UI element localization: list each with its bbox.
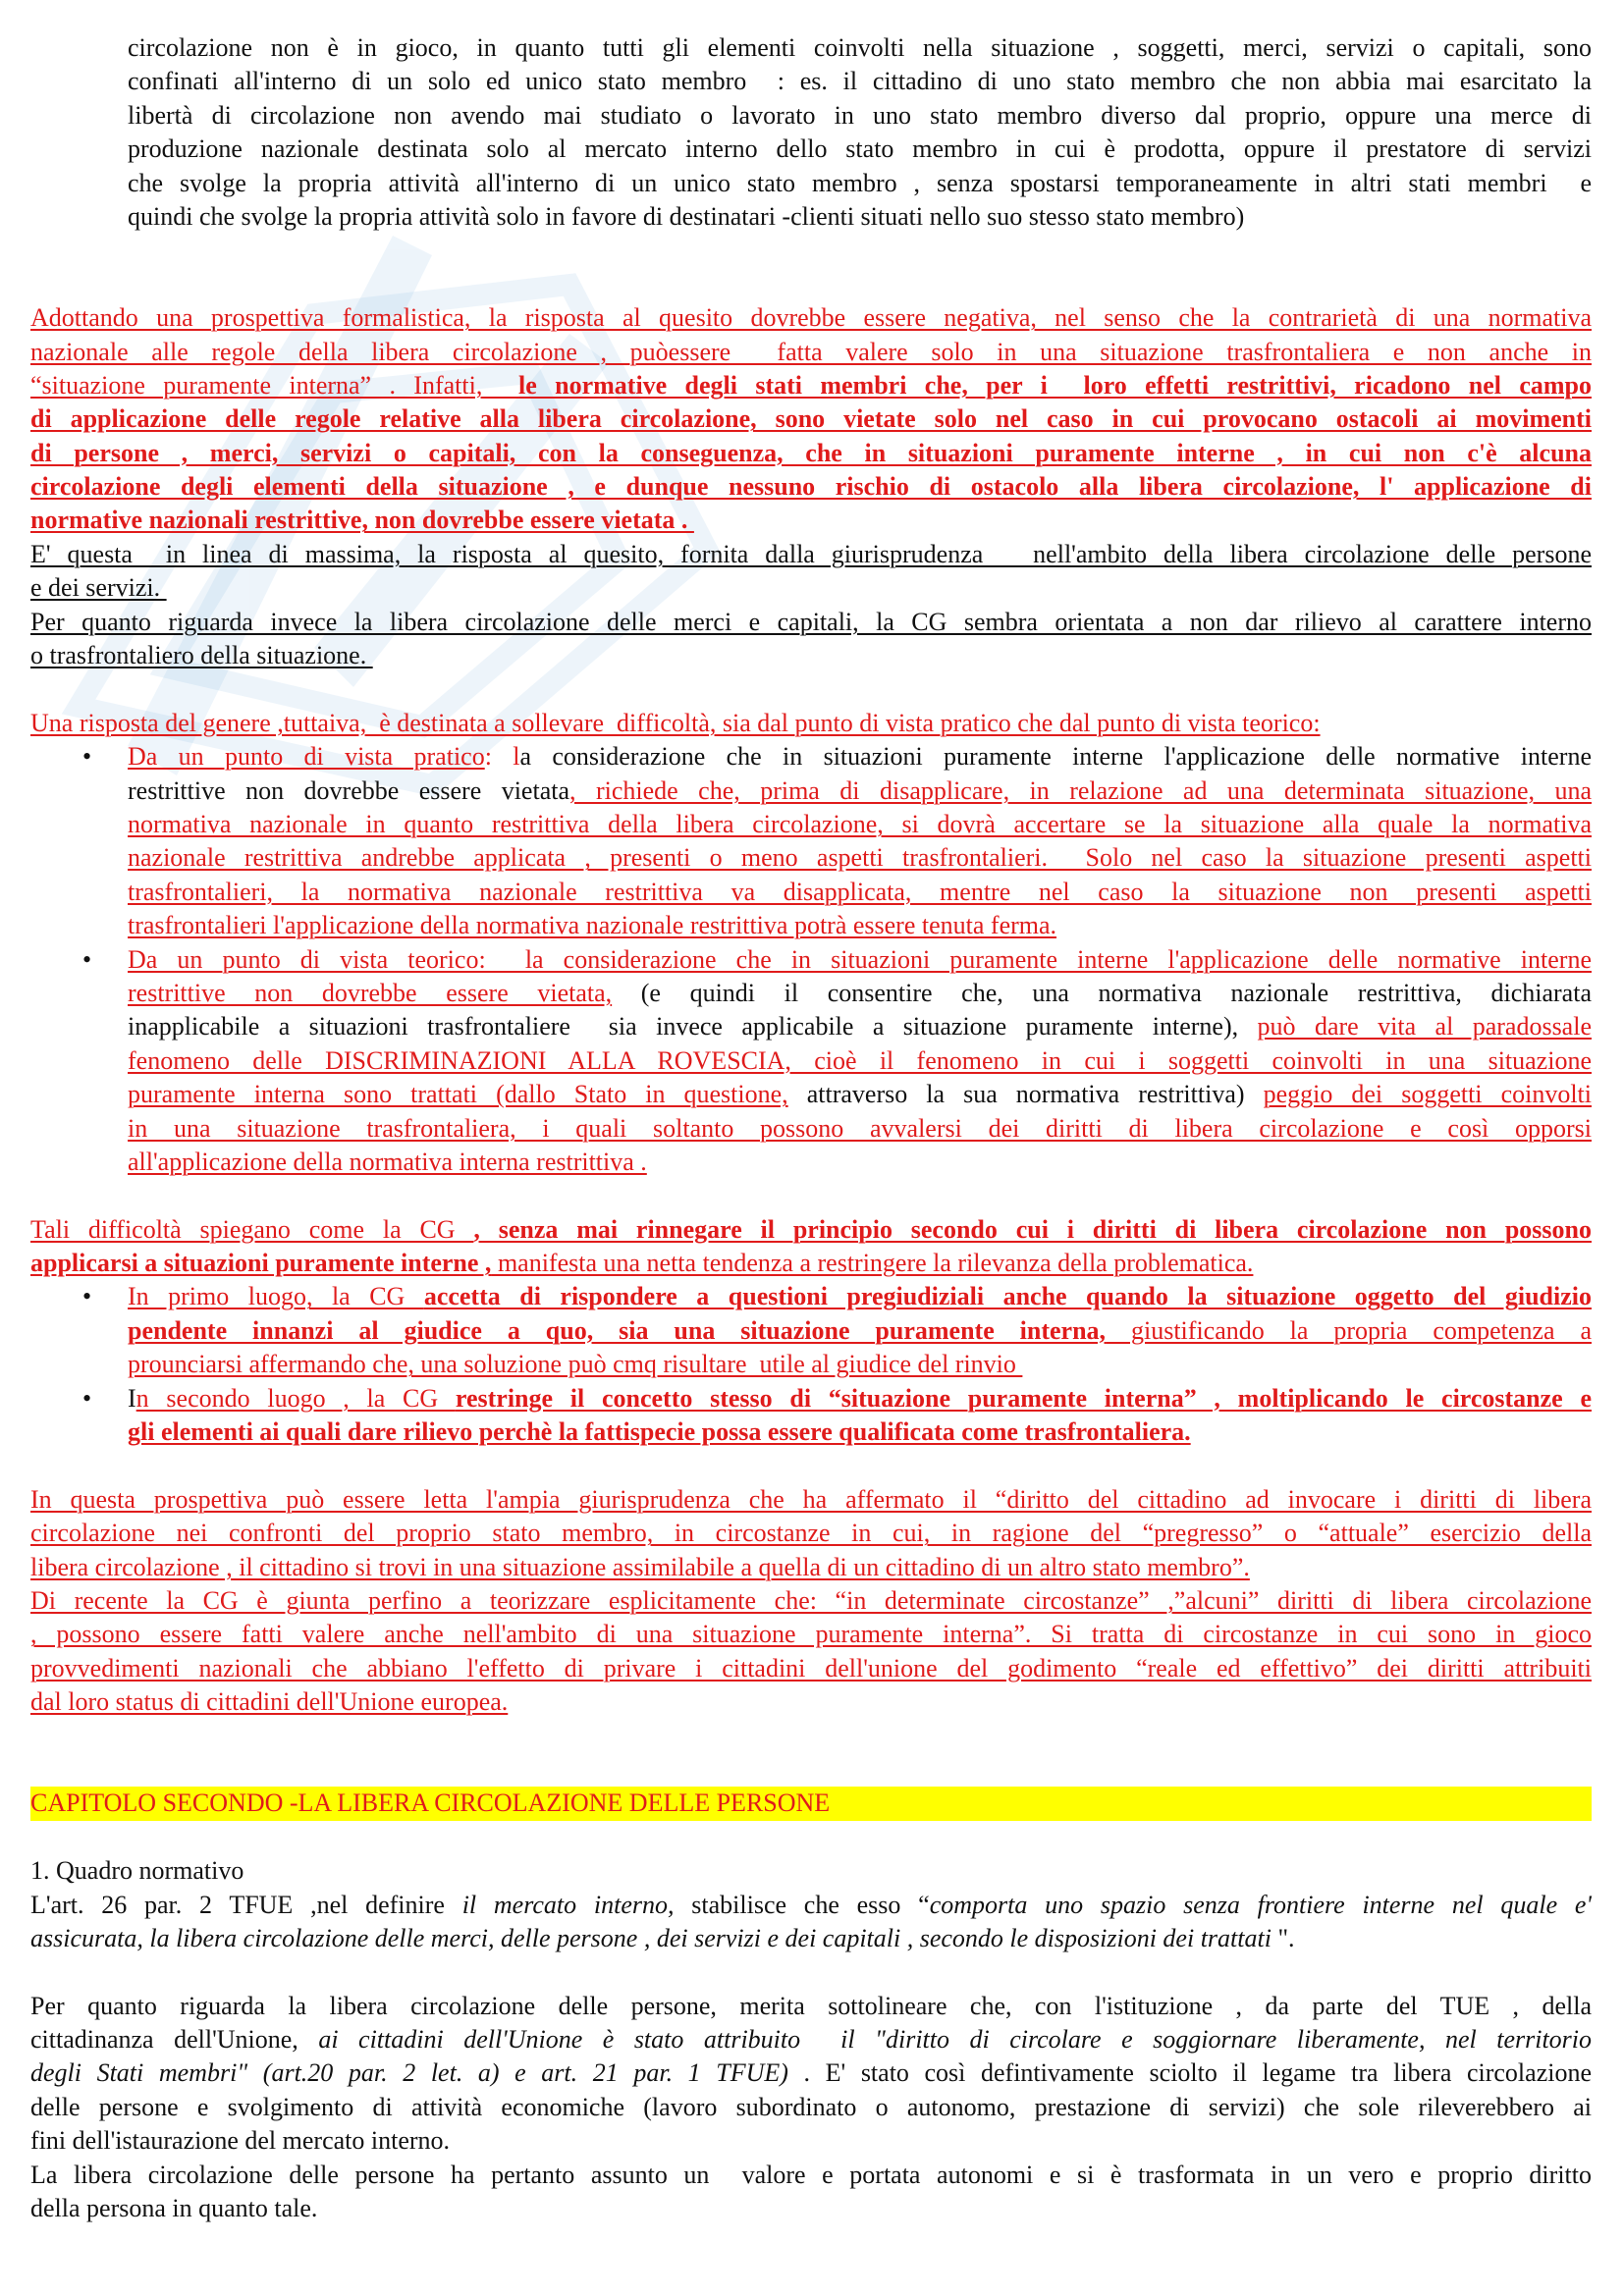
text-run: provvedimenti nazionali che abbiano l'effetto di privare i cittadini dell'unione del godimento “reale ed effettivo” dei diritti attribuiti <box>30 1653 1592 1682</box>
bullet-icon: • <box>82 1282 92 1311</box>
text-line <box>30 1652 1592 1685</box>
text-line <box>128 1348 1592 1381</box>
text-line <box>30 1247 1592 1280</box>
text-run: all'applicazione della normativa interna restrittiva . <box>128 1147 647 1176</box>
paragraph <box>0 31 1623 234</box>
text-line <box>128 1146 1592 1179</box>
text-run: attraverso la sua normativa restrittiva) <box>787 1080 1264 1109</box>
text-run: confinati all'interno di un solo ed unico stato membro : es. il cittadino di uno stato membro che non abbia mai esarcitato la <box>128 67 1592 96</box>
text-line <box>30 707 1592 740</box>
text-run: puramente interna sono trattati (dallo Stato in questione, <box>128 1080 788 1109</box>
paragraph-spacer <box>0 1720 1623 1788</box>
text-run: accetta di rispondere a questioni pregiudiziali anche quando la situazione oggetto del giudizio <box>423 1282 1592 1311</box>
text-line <box>30 1483 1592 1517</box>
text-line <box>30 571 1592 605</box>
text-run: prounciarsi affermando che, una soluzione può cmq risultare utile al giudice del rinvio <box>128 1350 1023 1379</box>
text-run: stabilisce che esso “ <box>674 1890 930 1919</box>
text-line <box>128 977 1592 1010</box>
text-run: libertà di circolazione non avendo mai studiato o lavorato in uno stato membro diverso dal proprio, oppure una merce di <box>128 100 1592 130</box>
text-line <box>128 1078 1592 1111</box>
text-line <box>30 606 1592 639</box>
paragraph <box>0 707 1623 740</box>
text-line <box>30 504 1592 537</box>
bullet-icon: • <box>82 944 92 974</box>
text-run: circolazione nei confronti del proprio stato membro, in circostanze in cui, in ragione del “pregresso” o “attuale” esercizio della <box>30 1519 1592 1548</box>
text-run: restrittive non dovrebbe essere vietata, <box>128 978 613 1007</box>
text-run: , senza mai rinnegare il principio secondo cui i diritti di libera circolazione non possono <box>473 1214 1592 1244</box>
text-line <box>30 336 1592 369</box>
text-run: produzione nazionale destinata solo al mercato interno dello stato membro in cui è prodotta, oppure il prestatore di servizi <box>128 134 1592 164</box>
text-run: fini dell'istaurazione del mercato interno. <box>30 2126 451 2156</box>
text-run: trasfrontalieri, la normativa nazionale restrittiva va disapplicata, mentre nel caso la situazione non presenti aspetti <box>128 877 1592 906</box>
text-line <box>128 1314 1592 1348</box>
text-run: comporta uno spazio senza frontiere interne nel quale e' <box>929 1890 1592 1919</box>
text-line <box>30 301 1592 335</box>
paragraph-spacer <box>0 1179 1623 1212</box>
text-line <box>30 1990 1592 2023</box>
text-run: degli Stati membri" (art.20 par. 2 let. a) e art. 21 par. 1 TFUE) <box>30 2058 788 2088</box>
paragraph-spacer <box>0 672 1623 706</box>
text-run: cittadinanza dell'Unione, <box>30 2025 319 2055</box>
text-run: : l <box>484 742 520 772</box>
text-line <box>128 841 1592 875</box>
text-line <box>30 2056 1592 2090</box>
text-run: , possono essere fatti valere anche nell'ambito di una situazione puramente interna”. Si tratta di circostanze in cui sono in gioco <box>30 1620 1592 1649</box>
text-line <box>82 740 1592 774</box>
paragraph-spacer <box>0 234 1623 301</box>
chapter-title: CAPITOLO SECONDO -LA LIBERA CIRCOLAZIONE DELLE PERSONE <box>30 1787 1592 1820</box>
text-run: può dare vita al paradossale <box>1257 1012 1592 1041</box>
text-run: La libera circolazione delle persone ha pertanto assunto un valore e portata autonomi e si è trasformata in un vero e proprio diritto <box>30 2160 1592 2189</box>
text-run: nazionale restrittiva andrebbe applicata , presenti o meno aspetti trasfrontalieri. Solo nel caso la situazione presenti aspetti <box>128 843 1592 873</box>
text-line <box>30 369 1592 402</box>
text-run: Da un punto di vista teorico: la considerazione che in situazioni puramente interne l'applicazione delle normative interne <box>128 944 1592 974</box>
text-line <box>82 1280 1592 1313</box>
text-run: inapplicabile a situazioni trasfrontaliere sia invece applicabile a situazione puramente interne), <box>128 1012 1258 1041</box>
text-run: Per quanto riguarda invece la libera circolazione delle merci e capitali, la CG sembra orientata a non dar rilievo al carattere interno <box>30 607 1592 636</box>
text-run: manifesta una netta tendenza a restringere la rilevanza della problematica. <box>491 1249 1254 1278</box>
bullet-icon: • <box>82 1383 92 1413</box>
text-run: libera circolazione , il cittadino si trovi in una situazione assimilabile a quella di un cittadino di un altro stato membro”. <box>30 1552 1250 1581</box>
text-line <box>128 99 1592 133</box>
text-run: delle persone e svolgimento di attività economiche (lavoro subordinato o autonomo, prestazione di servizi) che sole rileverebbero ai <box>30 2092 1592 2121</box>
text-line <box>128 200 1592 234</box>
paragraph <box>0 1483 1623 1720</box>
text-line <box>30 437 1592 470</box>
text-run: di persone , merci, servizi o capitali, con la conseguenza, che in situazioni puramente interne , in cui non c'è alcuna <box>30 438 1592 467</box>
bullet-item <box>0 1382 1623 1450</box>
text-line <box>128 31 1592 65</box>
text-run: Per quanto riguarda la libera circolazione delle persone, merita sottolineare che, con l'istituzione , da parte del TUE , della <box>30 1991 1592 2020</box>
text-line <box>128 1415 1592 1449</box>
text-run: Tali difficoltà spiegano come la CG <box>30 1214 474 1244</box>
text-line <box>30 2023 1592 2056</box>
text-run: (e quindi il consentire che, una normativa nazionale restrittiva, dichiarata <box>612 978 1592 1007</box>
text-line <box>82 943 1592 977</box>
bullet-icon: • <box>82 742 92 772</box>
text-line <box>128 1044 1592 1078</box>
paragraph-spacer <box>0 1449 1623 1482</box>
text-line <box>128 1112 1592 1146</box>
text-run: giustificando la propria competenza a <box>1106 1315 1592 1345</box>
text-run: , richiede che, prima di disapplicare, in relazione ad una determinata situazione, una <box>569 775 1593 805</box>
text-run: Adottando una prospettiva formalistica, la risposta al quesito dovrebbe essere negativa, nel senso che la contrarietà di una normativa <box>30 303 1592 333</box>
text-run: E' questa in linea di massima, la risposta al quesito, fornita dalla giurisprudenza nell'ambito della libera circolazione delle persone <box>30 539 1592 568</box>
text-run: fenomeno delle DISCRIMINAZIONI ALLA ROVESCIA, cioè il fenomeno in cui i soggetti coinvolti in una situazione <box>128 1045 1592 1075</box>
paragraph-spacer <box>0 1955 1623 1989</box>
text-run: normativa nazionale in quanto restrittiva della libera circolazione, si dovrà accertare se la situazione alla quale la normativa <box>128 810 1592 838</box>
paragraph <box>0 1213 1623 1281</box>
text-line <box>30 1551 1592 1584</box>
paragraph <box>0 301 1623 672</box>
text-line <box>30 639 1592 672</box>
text-run: che svolge la propria attività all'interno di un unico stato membro , senza spostarsi temporaneamente in altri stati membri e <box>128 168 1592 197</box>
text-run: assicurata, la libera circolazione delle merci, delle persone , dei servizi e dei capitali , secondo le disposizioni dei trattati <box>30 1923 1271 1952</box>
text-run: circolazione non è in gioco, in quanto tutti gli elementi coinvolti nella situazione , soggetti, merci, servizi o capitali, sono <box>128 33 1592 62</box>
text-run: In questa prospettiva può essere letta l'ampia giurisprudenza che ha affermato il “diritto del cittadino ad invocare i diritti di libera <box>30 1484 1592 1514</box>
text-run: applicarsi a situazioni puramente interne , <box>30 1249 492 1278</box>
text-run: ". <box>1271 1923 1295 1952</box>
text-line <box>128 133 1592 166</box>
text-line <box>30 1618 1592 1651</box>
bullet-item <box>0 943 1623 1180</box>
text-run: pendente innanzi al giudice a quo, sia una situazione puramente interna, <box>128 1315 1107 1345</box>
text-run: di applicazione delle regole relative alla libera circolazione, sono vietate solo nel caso in cui provocano ostacoli ai movimenti <box>30 404 1592 434</box>
text-run: “situazione puramente interna” . Infatti, <box>30 370 519 400</box>
text-line <box>30 2124 1592 2158</box>
text-run: Di recente la CG è giunta perfino a teorizzare esplicitamente che: “in determinate circostanze” ,”alcuni” diritti di libera circolazione <box>30 1585 1592 1615</box>
text-line <box>30 470 1592 504</box>
text-run: circolazione degli elementi della situazione , e dunque nessuno rischio di ostacolo alla libera circolazione, l' applicazione di <box>30 472 1592 502</box>
text-run: o trasfrontaliero della situazione. <box>30 641 373 670</box>
text-run: . E' stato così defintivamente sciolto il legame tra libera circolazione <box>787 2058 1592 2088</box>
text-run: quindi che svolge la propria attività solo in favore di destinatari -clienti situati nello suo stesso stato membro) <box>128 201 1245 231</box>
text-line <box>30 1889 1592 1922</box>
text-run: peggio dei soggetti coinvolti <box>1263 1080 1593 1109</box>
text-line <box>30 1584 1592 1618</box>
text-run: normative nazionali restrittive, non dovrebbe essere vietata . <box>30 506 694 535</box>
text-run: n secondo luogo , la CG <box>135 1383 456 1413</box>
text-run: Una risposta del genere ,tuttaiva, è destinata a sollevare difficoltà, sia dal punto di vista pratico che dal punto di vista teorico: <box>30 708 1321 737</box>
text-run: restrittive non dovrebbe essere vietata <box>128 775 570 805</box>
document-body <box>0 31 1623 2225</box>
bullet-item <box>0 740 1623 942</box>
paragraph-spacer <box>0 1821 1623 1854</box>
text-line <box>30 2091 1592 2124</box>
text-line <box>128 909 1592 942</box>
text-run: dal loro status di cittadini dell'Unione europea. <box>30 1687 509 1717</box>
text-run: trasfrontalieri l'applicazione della normativa nazionale restrittiva potrà essere tenuta ferma. <box>128 911 1057 940</box>
text-run: della persona in quanto tale. <box>30 2194 318 2223</box>
text-line <box>128 65 1592 98</box>
text-line <box>30 2192 1592 2225</box>
text-line <box>128 774 1592 808</box>
text-run: I <box>128 1383 136 1413</box>
text-run: il mercato interno, <box>461 1890 675 1919</box>
text-run: a considerazione che in situazioni puramente interne l'applicazione delle normative interne <box>519 742 1592 772</box>
text-line <box>128 876 1592 909</box>
text-line <box>30 402 1592 436</box>
text-line <box>30 1213 1592 1247</box>
text-line <box>82 1382 1592 1415</box>
text-line <box>30 1517 1592 1550</box>
text-run: in una situazione trasfrontaliera, i quali soltanto possono avvalersi dei diritti di libera circolazione e così opporsi <box>128 1113 1592 1143</box>
text-line <box>30 1922 1592 1955</box>
text-line <box>30 1685 1592 1719</box>
text-line <box>30 2159 1592 2192</box>
text-line <box>128 808 1592 841</box>
text-run: 1. Quadro normativo <box>30 1856 244 1886</box>
text-line <box>128 167 1592 200</box>
text-run: In primo luogo, la CG <box>128 1282 424 1311</box>
text-run: le normative degli stati membri che, per i loro effetti restrittivi, ricadono nel campo <box>518 370 1592 400</box>
paragraph <box>0 1854 1623 1955</box>
text-run: Da un punto di vista pratico <box>128 742 485 772</box>
text-run: restringe il concetto stesso di “situazione puramente interna” , moltiplicando le circostanze e <box>455 1383 1592 1413</box>
text-line <box>30 1854 1592 1888</box>
text-run: ai cittadini dell'Unione è stato attribuito il "diritto di circolare e soggiornare liberamente, nel territorio <box>318 2025 1593 2055</box>
text-run: gli elementi ai quali dare rilievo perchè la fattispecie possa essere qualificata come trasfrontaliera. <box>128 1417 1191 1447</box>
text-run: e dei servizi. <box>30 573 167 603</box>
text-run: nazionale alle regole della libera circolazione , puòessere fatta valere solo in una situazione trasfrontaliera e non anche in <box>30 337 1592 366</box>
paragraph <box>0 1990 1623 2226</box>
bullet-item <box>0 1280 1623 1381</box>
text-line <box>128 1010 1592 1043</box>
text-run: L'art. 26 par. 2 TFUE ,nel definire <box>30 1890 462 1919</box>
text-line <box>30 538 1592 571</box>
